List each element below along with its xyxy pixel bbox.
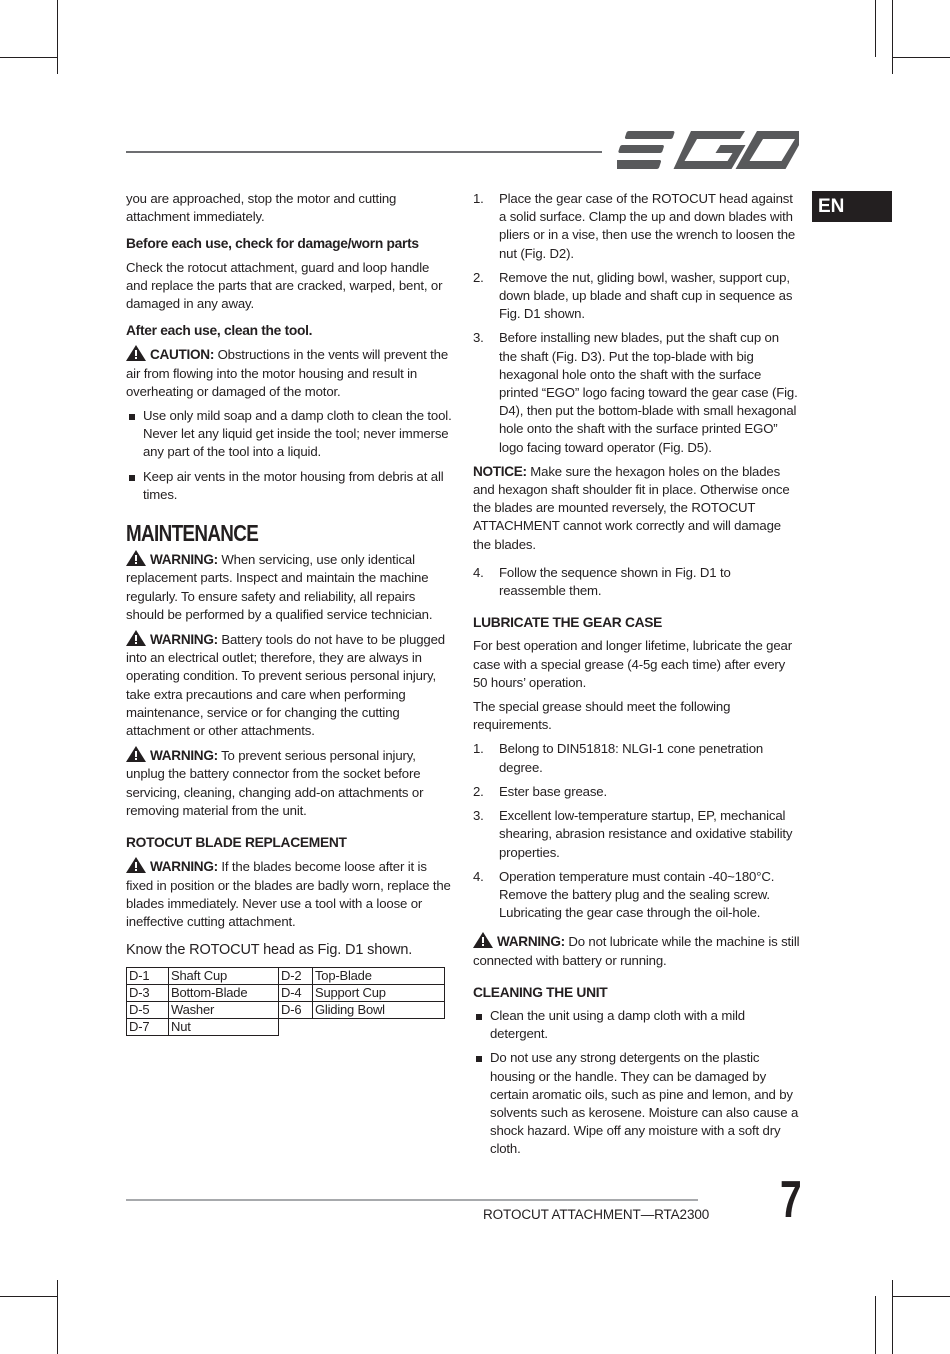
step-number: 2. — [473, 269, 484, 285]
right-column — [473, 190, 800, 1165]
table-cell: Top-Blade — [313, 968, 445, 985]
table-cell: D-7 — [127, 1019, 169, 1036]
step-text: Follow the sequence shown in Fig. D1 to reassemble them. — [499, 564, 731, 599]
list-item — [473, 564, 800, 600]
notice-text: Make sure the hexagon holes on the blades and hexagon shaft shoulder fit in place. Otherwise once the blades are mounted reversely, the ROTOCUT ATTACHMENT cannot work correctly and will damage the blades. — [473, 463, 790, 552]
warning-triangle-icon — [126, 345, 146, 361]
crop-mark — [892, 1280, 893, 1354]
crop-mark — [57, 0, 58, 74]
table-row — [127, 968, 445, 985]
intro-paragraph: you are approached, stop the motor and cutting attachment immediately. — [126, 191, 397, 225]
table-cell: D-1 — [127, 968, 169, 985]
notice-paragraph — [473, 463, 800, 554]
after-use-heading: After each use, clean the tool. — [126, 323, 313, 339]
warning-paragraph — [126, 746, 454, 820]
step-number: 3. — [473, 808, 484, 824]
step-text: Remove the nut, gliding bowl, washer, support cup, down blade, up blade and shaft cup in sequence as Fig. D1 shown. — [499, 269, 793, 322]
table-cell-empty — [279, 1019, 313, 1036]
warning-paragraph — [126, 550, 454, 624]
list-item — [473, 740, 800, 776]
table-row — [127, 1002, 445, 1019]
lubricate-heading: LUBRICATE THE GEAR CASE — [473, 615, 663, 631]
crop-mark — [875, 1296, 876, 1354]
warning-triangle-icon — [473, 932, 493, 948]
list-item: Use only mild soap and a damp cloth to clean the tool. Never let any liquid get inside the tool; never immerse any part of the tool into a liquid. — [126, 407, 454, 462]
list-item — [473, 868, 800, 923]
warning-triangle-icon — [126, 550, 146, 566]
warning-triangle-icon — [126, 630, 146, 646]
step-number: 1. — [473, 741, 484, 757]
table-cell: Support Cup — [313, 985, 445, 1002]
crop-mark — [875, 0, 876, 57]
list-item — [473, 807, 800, 862]
page-number: 7 — [780, 1171, 802, 1229]
before-use-text: Check the rotocut attachment, guard and loop handle and replace the parts that are cracked, warped, bent, or damaged in any away. — [126, 259, 443, 312]
table-cell: Washer — [169, 1002, 279, 1019]
warning-paragraph — [126, 630, 454, 740]
warning-text: To prevent serious personal injury, unplug the battery connector from the socket before servicing, cleaning, changing add-on attachments or removing material from the unit. — [126, 748, 424, 818]
table-cell-empty — [313, 1019, 445, 1036]
step-number: 2. — [473, 783, 484, 799]
left-column — [126, 190, 454, 1036]
table-cell: D-4 — [279, 985, 313, 1002]
crop-mark — [892, 57, 950, 58]
footer-title: ROTOCUT ATTACHMENT—RTA2300 — [483, 1207, 710, 1222]
cleaning-bullets — [473, 1007, 800, 1159]
warning-triangle-icon — [126, 857, 146, 873]
caution-text: Obstructions in the vents will prevent the air from flowing into the motor housing and result in overheating or damaged of the motor. — [126, 347, 449, 399]
list-item: Clean the unit using a damp cloth with a mild detergent. — [473, 1007, 800, 1043]
warning-text: Do not lubricate while the machine is still connected with battery or running. — [473, 934, 800, 968]
warning-text: When servicing, use only identical replacement parts. Inspect and maintain the machine regularly. To ensure safety and reliability, all repairs should be performed by a qualified service technician. — [126, 552, 433, 622]
step-text: Excellent low-temperature startup, EP, mechanical shearing, abrasion resistance and oxidative stability properties. — [499, 808, 793, 860]
lubricate-requirements-lead: The special grease should meet the following requirements. — [473, 699, 731, 733]
warning-paragraph — [473, 932, 800, 969]
language-tab: EN — [812, 191, 892, 222]
step-number: 1. — [473, 191, 484, 206]
crop-mark — [0, 57, 57, 58]
step-number: 4. — [473, 868, 484, 884]
header-rule — [126, 151, 602, 153]
warning-label: WARNING: — [150, 748, 218, 764]
list-item — [473, 269, 800, 324]
table-cell: Nut — [169, 1019, 279, 1036]
after-use-bullets — [126, 407, 454, 504]
table-cell: Shaft Cup — [169, 968, 279, 985]
crop-mark — [892, 1296, 950, 1297]
step-number: 4. — [473, 564, 484, 580]
table-cell: Bottom-Blade — [169, 985, 279, 1002]
before-use-heading: Before each use, check for damage/worn parts — [126, 236, 419, 252]
grease-requirements — [473, 740, 800, 922]
parts-lead: Know the ROTOCUT head as Fig. D1 shown. — [126, 942, 413, 959]
list-item — [473, 783, 800, 801]
ego-logo-icon — [617, 131, 799, 171]
crop-mark — [0, 1296, 57, 1297]
table-row — [127, 985, 445, 1002]
step-number: 3. — [473, 330, 484, 346]
warning-triangle-icon — [126, 746, 146, 762]
reassemble-steps — [473, 564, 800, 600]
caution-paragraph — [126, 345, 454, 401]
maintenance-heading: MAINTENANCE — [126, 520, 259, 547]
warning-label: WARNING: — [150, 859, 218, 875]
step-text: Before installing new blades, put the shaft cup on the shaft (Fig. D3). Put the top-blade with big hexagonal hole onto the shaft with the surface printed “EGO” logo facing toward the gear case (Fig. D4), then put the bottom-blade with small hexagonal hole onto the shaft with the surface printed EGO” logo facing toward operator (Fig. D5). — [499, 330, 798, 455]
table-cell: D-6 — [279, 1002, 313, 1019]
table-row — [127, 1019, 445, 1036]
step-text: Operation temperature must contain -40~180°C. Remove the battery plug and the sealing screw. Lubricating the gear case through the oil-hole. — [499, 868, 775, 921]
list-item: Do not use any strong detergents on the plastic housing or the handle. They can be damaged by certain aromatic oils, such as pine and lemon, and by solvents such as kerosene. Moisture can also cause a shock hazard. Wipe off any moisture with a soft dry cloth. — [473, 1049, 800, 1158]
warning-label: WARNING: — [150, 552, 218, 568]
crop-mark — [57, 1280, 58, 1354]
step-text: Place the gear case of the ROTOCUT head against a solid surface. Clamp the up and down blades with pliers or in a vise, then use the wrench to loosen the nut (Fig. D2). — [499, 191, 796, 261]
warning-paragraph — [126, 857, 454, 931]
step-text: Ester base grease. — [499, 783, 607, 799]
notice-label: NOTICE: — [473, 463, 527, 479]
warning-text: Battery tools do not have to be plugged into an electrical outlet; therefore, they are always in operating condition. To prevent serious personal injury, take extra precautions and care when performing maintenance, service or for changing the cutting attachment or other attachments. — [126, 632, 445, 739]
warning-label: WARNING: — [150, 632, 218, 648]
table-cell: D-3 — [127, 985, 169, 1002]
crop-mark — [892, 0, 893, 74]
table-cell: D-2 — [279, 968, 313, 985]
footer-rule — [126, 1199, 698, 1201]
warning-label: WARNING: — [497, 934, 565, 950]
cleaning-heading: CLEANING THE UNIT — [473, 984, 608, 1000]
replacement-steps — [473, 190, 800, 457]
lubricate-intro: For best operation and longer lifetime, lubricate the gear case with a special grease (4-5g each time) after every 50 hours’ operation. — [473, 638, 792, 690]
step-text: Belong to DIN51818: NLGI-1 cone penetration degree. — [499, 741, 764, 775]
parts-table — [126, 967, 445, 1036]
list-item — [473, 190, 800, 263]
blade-replacement-heading: ROTOCUT BLADE REPLACEMENT — [126, 835, 347, 851]
caution-label: CAUTION: — [150, 347, 215, 363]
table-cell: Gliding Bowl — [313, 1002, 445, 1019]
warning-text: If the blades become loose after it is fixed in position or the blades are badly worn, replace the blades immediately. Never use a tool with a loose or ineffective cutting attachment. — [126, 859, 451, 929]
table-cell: D-5 — [127, 1002, 169, 1019]
list-item: Keep air vents in the motor housing from debris at all times. — [126, 468, 454, 504]
list-item — [473, 329, 800, 456]
